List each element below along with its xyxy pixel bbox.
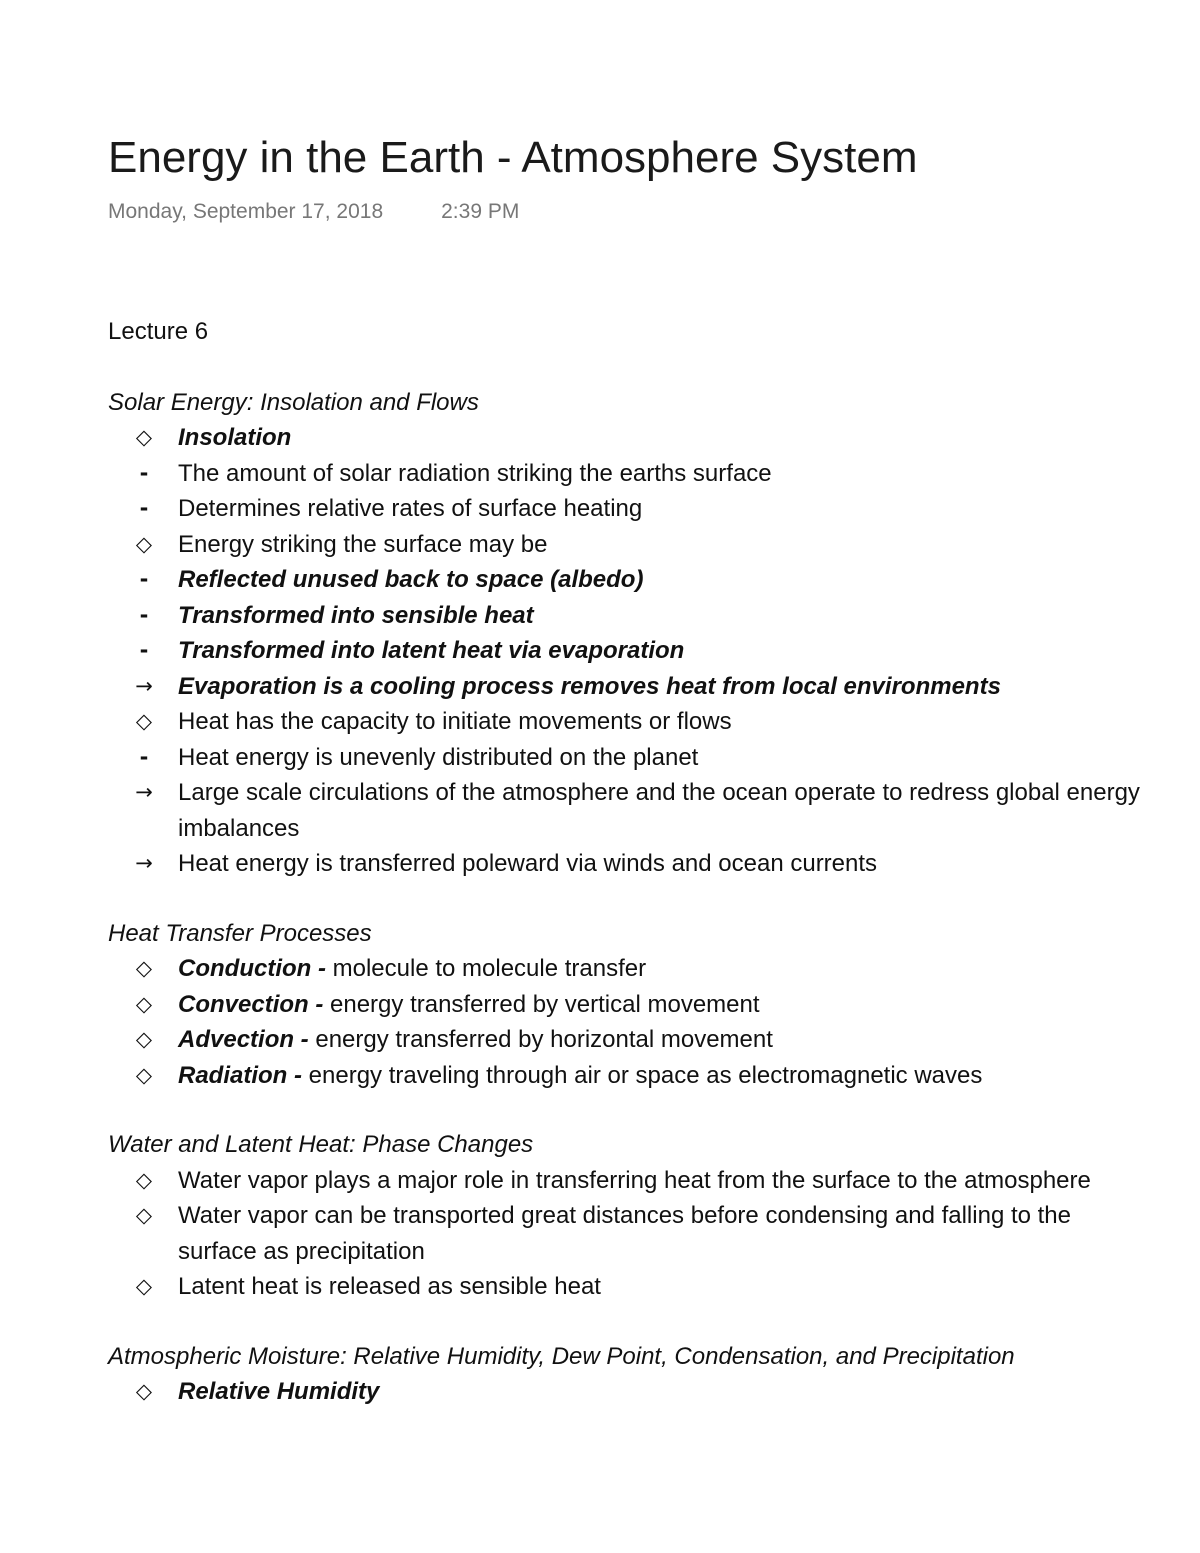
dash-bullet-icon: -	[139, 744, 149, 769]
diamond-bullet-icon: ◇	[135, 709, 153, 733]
item-text: Heat energy is transferred poleward via winds and ocean currents	[178, 850, 878, 877]
item-text: The amount of solar radiation striking the earths surface	[178, 459, 772, 487]
dash-bullet-icon: -	[139, 496, 149, 520]
item-text: Determines relative rates of surface heating	[178, 495, 643, 522]
diamond-bullet-icon: ◇	[135, 991, 153, 1016]
item-emphasis: Insolation	[178, 424, 292, 451]
item-emphasis: Reflected unused back to space (albedo)	[178, 566, 644, 593]
list-item	[108, 420, 1148, 456]
list-item	[108, 846, 1148, 882]
item-text: Water vapor can be transported great distances before condensing and falling to the surface as precipitation	[178, 1202, 1072, 1265]
dash-bullet-icon: -	[139, 460, 149, 485]
arrow-bullet-icon: →	[135, 851, 153, 875]
list-item	[108, 456, 1148, 492]
section	[108, 385, 1148, 882]
list-item	[108, 1058, 1148, 1094]
arrow-bullet-icon: →	[135, 673, 153, 698]
section-title: Atmospheric Moisture: Relative Humidity, Dew Point, Condensation, and Precipitation	[108, 1342, 1015, 1370]
note-body	[108, 314, 1148, 1444]
diamond-bullet-icon: ◇	[135, 1062, 153, 1087]
item-text: Latent heat is released as sensible heat	[178, 1273, 601, 1300]
item-text: Heat has the capacity to initiate movements or flows	[178, 708, 732, 735]
page-title: Energy in the Earth - Atmosphere System	[108, 133, 918, 182]
list-item	[108, 704, 1148, 740]
lecture-label: Lecture 6	[108, 318, 209, 345]
bullet-list	[108, 951, 1148, 1093]
item-emphasis: Transformed into latent heat via evaporation	[178, 637, 685, 664]
note-timestamp	[108, 200, 519, 224]
list-item	[108, 1022, 1148, 1058]
list-item	[108, 740, 1148, 776]
item-text: energy transferred by vertical movement	[323, 990, 760, 1018]
diamond-bullet-icon: ◇	[135, 1379, 153, 1403]
bullet-list	[108, 1163, 1148, 1305]
item-emphasis: Transformed into sensible heat	[178, 601, 534, 629]
item-text: energy traveling through air or space as electromagnetic waves	[302, 1061, 983, 1089]
page-cutoff	[0, 1432, 1200, 1553]
note-time: 2:39 PM	[441, 200, 520, 223]
bullet-list	[108, 1374, 1148, 1410]
item-text: molecule to molecule transfer	[325, 955, 647, 982]
dash-bullet-icon: -	[139, 567, 149, 591]
list-item	[108, 1374, 1148, 1410]
item-emphasis: Radiation -	[178, 1061, 302, 1089]
section-title: Heat Transfer Processes	[108, 919, 372, 947]
section	[108, 1127, 1148, 1305]
item-text: Large scale circulations of the atmosphere and the ocean operate to redress global energy imbalances	[178, 779, 1140, 842]
list-item	[108, 527, 1148, 563]
dash-bullet-icon: -	[139, 602, 149, 627]
diamond-bullet-icon: ◇	[135, 425, 153, 449]
item-emphasis: Evaporation is a cooling process removes heat from local environments	[178, 672, 1001, 700]
item-emphasis: Conduction -	[178, 955, 326, 982]
item-emphasis: Advection -	[178, 1026, 309, 1053]
list-item	[108, 1269, 1148, 1305]
list-item	[108, 598, 1148, 634]
list-item	[108, 633, 1148, 669]
item-text: energy transferred by horizontal movement	[308, 1026, 773, 1053]
item-emphasis: Convection -	[178, 990, 324, 1018]
list-item	[108, 1163, 1148, 1199]
item-emphasis: Relative Humidity	[178, 1378, 380, 1405]
section-title: Water and Latent Heat: Phase Changes	[108, 1131, 534, 1158]
dash-bullet-icon: -	[139, 638, 149, 662]
item-text: Water vapor plays a major role in transferring heat from the surface to the atmosphere	[178, 1166, 1091, 1194]
list-item	[108, 491, 1148, 527]
list-item	[108, 775, 1148, 846]
diamond-bullet-icon: ◇	[135, 956, 153, 980]
diamond-bullet-icon: ◇	[135, 1274, 153, 1298]
diamond-bullet-icon: ◇	[135, 1027, 153, 1051]
section	[108, 916, 1148, 1094]
diamond-bullet-icon: ◇	[135, 1167, 153, 1192]
list-item	[108, 951, 1148, 987]
list-item	[108, 1198, 1148, 1269]
diamond-bullet-icon: ◇	[135, 531, 153, 556]
note-date: Monday, September 17, 2018	[108, 200, 384, 223]
diamond-bullet-icon: ◇	[135, 1203, 153, 1227]
section-title: Solar Energy: Insolation and Flows	[108, 388, 479, 416]
bullet-list	[108, 420, 1148, 882]
section	[108, 1339, 1148, 1410]
list-item	[108, 562, 1148, 598]
arrow-bullet-icon: →	[135, 780, 153, 804]
list-item	[108, 669, 1148, 705]
sections-container	[108, 385, 1148, 1410]
item-text: Heat energy is unevenly distributed on the planet	[178, 743, 699, 771]
list-item	[108, 987, 1148, 1023]
item-text: Energy striking the surface may be	[178, 530, 548, 558]
